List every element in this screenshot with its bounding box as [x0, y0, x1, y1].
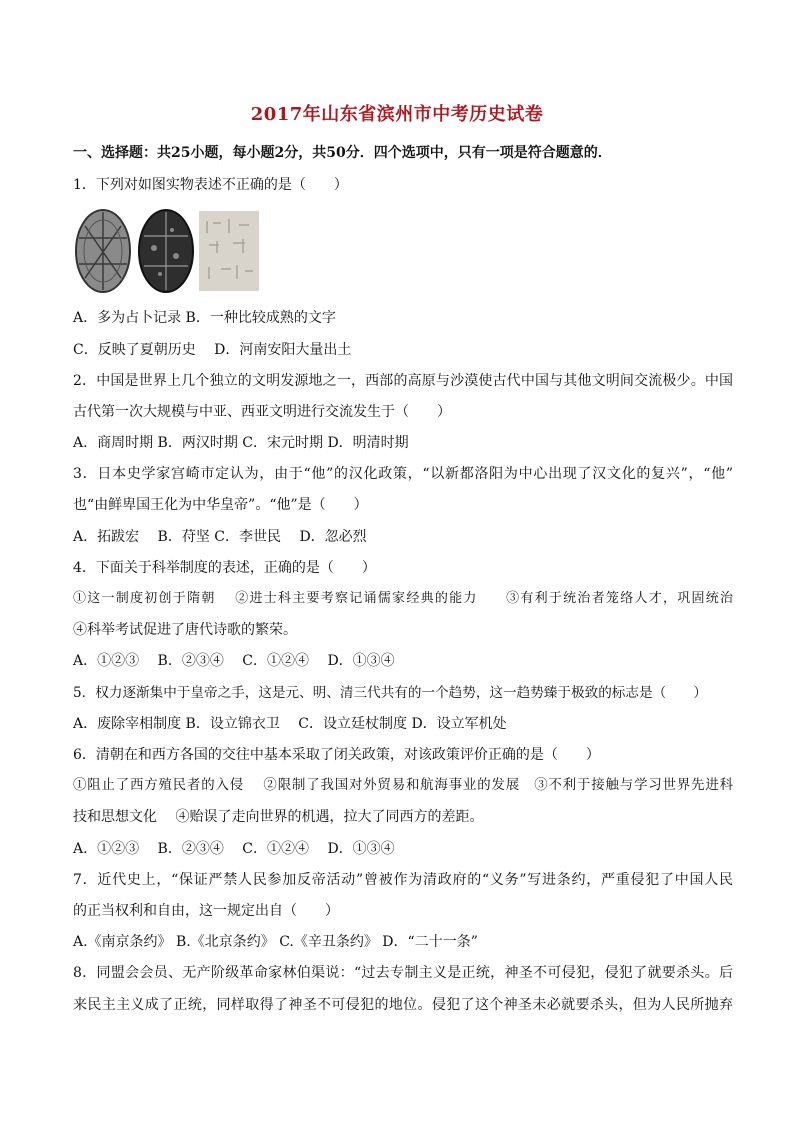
- question-3-stem-line-2: 也“由鲜卑国王化为中华皇帝”。“他”是（ ）: [73, 497, 368, 513]
- oracle-bone-images: [73, 208, 263, 294]
- question-4-stem: 4．下面关于科举制度的表述，正确的是（ ）: [73, 560, 376, 576]
- question-1-options-cd: C．反映了夏朝历史 D．河南安阳大量出土: [73, 342, 352, 358]
- question-6-stem: 6．清朝在和西方各国的交往中基本采取了闭关政策，对该政策评价正确的是（ ）: [73, 747, 600, 763]
- question-8-stem-line-2: 来民主主义成了正统，同样取得了神圣不可侵犯的地位。侵犯了这个神圣未必就要杀头，但为人民所抛弃: [73, 997, 733, 1013]
- page-title: 2017年山东省滨州市中考历史试卷: [250, 104, 544, 125]
- question-7-options: A.《南京条约》 B.《北京条约》 C.《辛丑条约》 D．“二十一条”: [73, 934, 478, 950]
- question-6-statements-line-2: 技和思想文化 ④贻误了走向世界的机遇，拉大了同西方的差距。: [73, 809, 484, 825]
- section-heading: 一、选择题：共25小题，每小题2分，共50分．四个选项中，只有一项是符合题意的．: [73, 145, 612, 161]
- question-3-options: A．拓跋宏 B．苻坚 C．李世民 D．忽必烈: [73, 529, 367, 545]
- question-1-stem: 1．下列对如图实物表述不正确的是（ ）: [73, 177, 348, 193]
- question-5-stem: 5．权力逐渐集中于皇帝之手，这是元、明、清三代共有的一个趋势，这一趋势臻于极致的标志是（ ）: [73, 685, 707, 701]
- question-4-statements-line-2: ④科举考试促进了唐代诗歌的繁荣。: [73, 622, 297, 638]
- question-8-stem-line-1: 8．同盟会会员、无产阶级革命家林伯渠说：“过去专制主义是正统，神圣不可侵犯，侵犯了就要杀头。后: [73, 965, 733, 981]
- inscription-rubbing-image: [199, 211, 259, 291]
- question-7-stem-line-2: 的正当权利和自由，这一规定出自（ ）: [73, 903, 339, 919]
- question-4-options: A．①②③ B．②③④ C．①②④ D．①③④: [73, 653, 395, 669]
- question-2-stem-line-2: 古代第一次大规模与中亚、西亚文明进行交流发生于（ ）: [73, 404, 451, 420]
- question-2-options: A．商周时期 B．两汉时期 C．宋元时期 D．明清时期: [73, 435, 409, 451]
- question-5-options: A．废除宰相制度 B．设立锦衣卫 C．设立廷杖制度 D．设立军机处: [73, 716, 507, 732]
- question-2-stem-line-1: 2．中国是世界上几个独立的文明发源地之一，西部的高原与沙漠使古代中国与其他文明间交流极少。中国: [73, 373, 733, 389]
- question-7-stem-line-1: 7．近代史上，“保证严禁人民参加反帝活动”曾被作为清政府的“义务”写进条约，严重侵犯了中国人民: [73, 872, 733, 888]
- question-6-statements-line-1: ①阻止了西方殖民者的入侵 ②限制了我国对外贸易和航海事业的发展 ③不利于接触与学习世界先进科: [73, 778, 733, 793]
- question-4-statements-line-1: ①这一制度初创于隋朝 ②进士科主要考察记诵儒家经典的能力 ③有利于统治者笼络人才，巩固统治: [73, 591, 733, 606]
- oracle-bone-rubbing-image: [136, 208, 196, 294]
- question-6-options: A．①②③ B．②③④ C．①②④ D．①③④: [73, 841, 395, 857]
- question-1-options-ab: A．多为占卜记录 B．一种比较成熟的文字: [73, 310, 336, 326]
- question-3-stem-line-1: 3．日本史学家宫崎市定认为，由于“他”的汉化政策，“以新都洛阳为中心出现了汉文化的复兴”，“他”: [73, 466, 733, 482]
- oracle-bone-shell-image: [73, 208, 133, 294]
